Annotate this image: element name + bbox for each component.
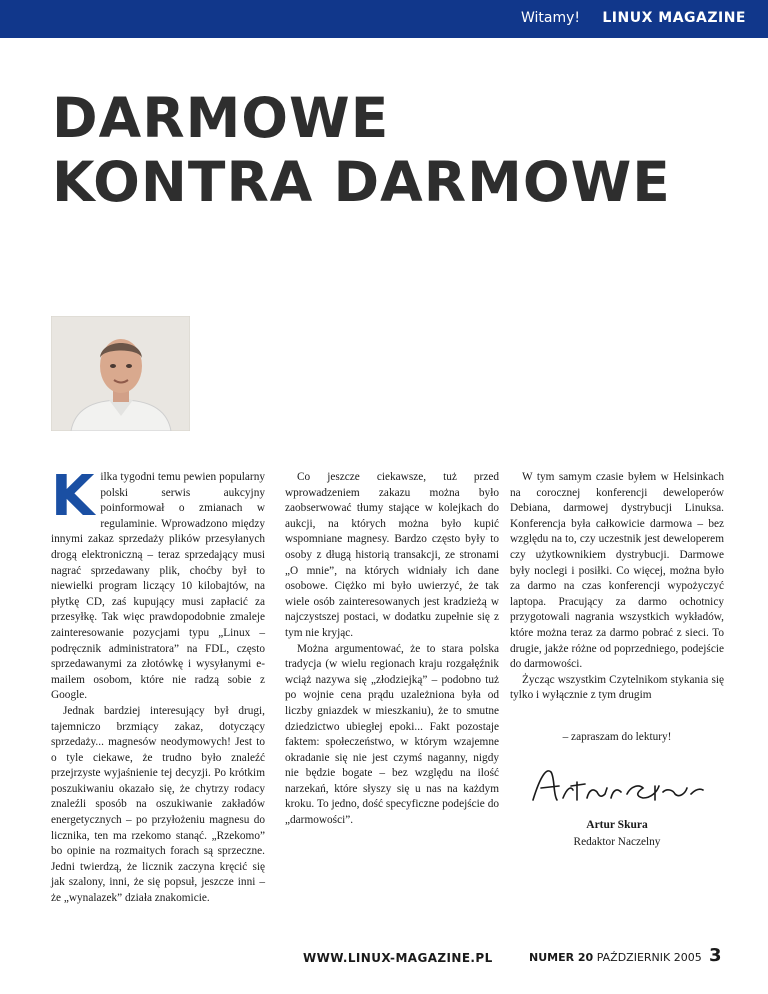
magazine-name: LINUX MAGAZINE [602,10,746,26]
drop-cap: K [51,464,95,529]
paragraph-5: W tym samym czasie byłem w Helsinkach na corocznej konferencji deweloperów Debiana, darmowej dystrybucji Linuksa. Konferencja była całkowicie darmowa – bez względu na to, czy uczestnik jest deweloperem czy użytkownikiem dystrybucji. Darmowe były noclegi i posiłki. Co więcej, można było za darmo na czas konferencji wypożyczyć laptopa. Pracujący za darmo ochotnicy przygotowali nagrania wszystkich wykładów, które można teraz za darmo pobrać z sieci. To drugie, jakże różne od poprzedniego, podejście do darmowości. [510,471,724,671]
article-column-1 [51,464,265,907]
author-portrait-icon [51,316,190,431]
footer-url: WWW.LINUX-MAGAZINE.PL [303,951,493,965]
paragraph-1 [51,464,265,704]
header-bar [0,0,768,38]
author-photo [51,316,190,431]
issue-date: PAŹDZIERNIK 2005 [596,951,702,964]
paragraph-6: Życząc wszystkim Czytelnikom stykania się tylko i wyłącznie z tym drugim [510,673,724,702]
signoff-greeting: – zapraszam do lektury! [562,730,672,743]
author-role: Redaktor Naczelny [573,836,661,849]
paragraph-2: Jednak bardziej interesujący był drugi, tajemniczo brzmiący zakaz, dotyczący sprzedaży... magnesów neodymowych! Jest to o tyle ciekawe, że trudno było znaleźć przejrzyste wyjaśnienie tej decyzji. Po krótkim poszukiwaniu okazało się, że chytrzy rodacy znaleźli sposób na oszukiwanie zakładów energetycznych – po przyłożeniu magnesu do licznika, ten ma rzekomo stanąć. „Rzekomo” bo opinie na rozmaitych forach są sprzeczne. Jedni twierdzą, że licznik zaczyna kręcić się jak szalony, inni, że się popsuł, jeszcze inni – że „wynalazek” działa znakomicie. [51,704,265,905]
paragraph-3: Co jeszcze ciekawsze, tuż przed wprowadzeniem zakazu można było zaobserwować tłumy stające w kolejkach do aukcji, na których można było kupić wspomniane magnesy. Bardzo często były to osoby z długą historią transakcji, ze stronami „O mnie”, na których widniały ich dane osobowe. Ciężko mi było uwierzyć, że tak wiele osób zainteresowanych jest kradzieżą w najczystszej postaci, w dodatku zupełnie się z tym nie kryjąc. [285,471,499,639]
title-line-2: KONTRA DARMOWE [52,150,671,214]
page-number: 3 [709,945,722,966]
paragraph-1-text: ilka tygodni temu pewien popularny polski serwis aukcyjny poinformował o zmianach w regulaminie. Wprowadzono między innymi zakaz sprzedaży plików przesyłanych drogą elektroniczną – teraz sprzedający musi nagrać sprzedawany plik, choćby był to niewielki program liczący 10 kilobajtów, na płytkę CD, zaś kupujący musi zapłacić za przesyłkę. Tak więc prawdopodobnie zmaleje zainteresowanie pozycjami typu „Linux – podręcznik administratora” na FDL, często sprzedawanymi za złotówkę i wysyłanymi e-mailem osobom, które nie radzą sobie z Google. [51,471,265,702]
title-line-1: DARMOWE [52,86,390,150]
header-greeting: Witamy! [520,10,580,26]
page-title [52,86,671,214]
article-column-3 [510,470,724,851]
footer-issue [529,951,702,964]
issue-number: NUMER 20 [529,951,594,964]
paragraph-4: Można argumentować, że to stara polska tradycja (w wielu regionach kraju rozgałęźnik wciąż nazywa się „złodziejką” – podobno tuż po wojnie cena prądu uzależniona była od liczby gniazdek w mieszkaniu), że to smutne dziedzictwo ubiegłej epoki... Fakt pozostaje faktem: społeczeństwo, w którym wzajemne okradanie się nie jest czymś naganny, nigdy nie będzie bogate – bez względu na ilość narzekań, które słyszy się u nas na każdym kroku. To jedno, dość specyficzne podejście do „darmowości”. [285,642,499,827]
article-column-2 [285,470,499,829]
handwritten-signature-icon [527,764,707,808]
author-name: Artur Skura [586,818,648,831]
